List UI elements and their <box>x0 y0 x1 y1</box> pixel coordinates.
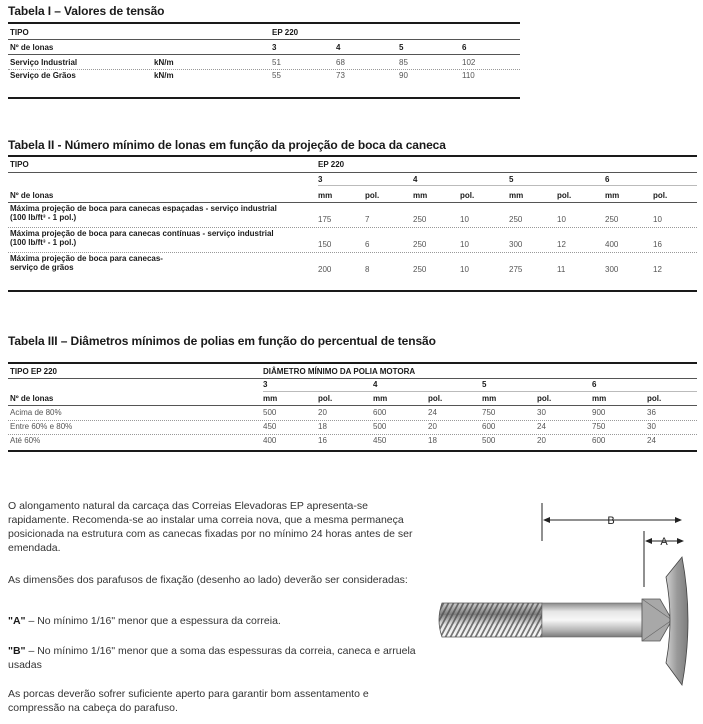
table2-cell: 250 <box>413 265 427 274</box>
table2-row-label: Máxima projeção de boca para canecas- <box>10 254 163 263</box>
table2-cell: 8 <box>365 265 370 274</box>
table2-cell: 175 <box>318 215 332 224</box>
table3-cell: 18 <box>428 436 437 445</box>
table1-cell: 102 <box>462 58 476 67</box>
table1-divider <box>8 39 520 40</box>
table3-cell: 16 <box>318 436 327 445</box>
table3-unit: mm <box>373 394 388 403</box>
table3-cell: 20 <box>537 436 546 445</box>
table2-ply-4: 4 <box>413 175 418 184</box>
table2-cell: 400 <box>605 240 619 249</box>
table3-cell: 500 <box>373 422 387 431</box>
table2-ply-6: 6 <box>605 175 610 184</box>
table3-cell: 24 <box>428 408 437 417</box>
table3-cell: 24 <box>647 436 656 445</box>
table3-row-separator <box>8 434 697 435</box>
paragraph-dimensoes: As dimensões dos parafusos de fixação (desenho ao lado) deverão ser consideradas: <box>8 574 408 586</box>
table2-row-label: (100 lb/ft³ - 1 pol.) <box>10 238 77 247</box>
table3-cell: 18 <box>318 422 327 431</box>
table3-cell: 500 <box>482 436 496 445</box>
table3-unit: pol. <box>647 394 662 403</box>
paragraph-porcas: As porcas deverão sofrer suficiente aperto para garantir bom assentamento e compressão na cabeça do parafuso. <box>8 688 369 714</box>
table2-cell: 10 <box>460 265 469 274</box>
table3-ply-6: 6 <box>592 380 597 389</box>
table2-row-label: Máxima projeção de boca para canecas contínuas - serviço industrial <box>10 229 274 238</box>
dimension-a-label: A <box>660 536 668 548</box>
table1-cell: 90 <box>399 71 408 80</box>
table3-cell: 600 <box>482 422 496 431</box>
table3-cell: 36 <box>647 408 656 417</box>
table3-cell: 750 <box>592 422 606 431</box>
table2-cell: 16 <box>653 240 662 249</box>
table1-cell: 73 <box>336 71 345 80</box>
table3-row-label: Entre 60% e 80% <box>10 422 73 431</box>
text-a: – No mínimo 1/16" menor que a espessura da correia. <box>25 615 281 627</box>
table2-ep-label: EP 220 <box>318 160 345 169</box>
table2-divider <box>8 172 697 173</box>
table2-cell: 10 <box>653 215 662 224</box>
table3-unit: pol. <box>318 394 333 403</box>
table2-unit: mm <box>413 191 428 200</box>
table3-cell: 600 <box>373 408 387 417</box>
table2-cell: 10 <box>460 215 469 224</box>
table3-divider <box>8 405 697 406</box>
table2-row-separator <box>8 252 697 253</box>
table2-unit: mm <box>318 191 333 200</box>
table1-cell: 55 <box>272 71 281 80</box>
table2-cell: 6 <box>365 240 370 249</box>
paragraph-a <box>8 614 420 628</box>
table2-cell: 250 <box>413 215 427 224</box>
table3-ply-3: 3 <box>263 380 268 389</box>
table3-divider <box>263 391 697 392</box>
table3-lonas-label: Nº de lonas <box>10 394 54 403</box>
table2-cell: 10 <box>557 215 566 224</box>
paragraph-b <box>8 644 420 672</box>
table3-cell: 20 <box>428 422 437 431</box>
table2-row-label: (100 lb/ft³ - 1 pol.) <box>10 213 77 222</box>
table3-unit: pol. <box>537 394 552 403</box>
table3-cell: 30 <box>537 408 546 417</box>
table2-ply-5: 5 <box>509 175 514 184</box>
table3-unit: mm <box>592 394 607 403</box>
table1-row-label: Serviço Industrial <box>10 58 78 67</box>
table3-row-separator <box>8 420 697 421</box>
table3-unit: mm <box>482 394 497 403</box>
paragraph-alongamento: O alongamento natural da carcaça das Correias Elevadoras EP apresenta-se rapidamente. Recomenda-se ao instalar uma correia nova, que a mesma permaneça posicionada na estrutura com as canecas fixadas por no mínimo 24 horas antes de ser emendada. <box>8 500 413 554</box>
table2-unit: pol. <box>653 191 668 200</box>
table1-ply-6: 6 <box>462 43 467 52</box>
table2-cell: 275 <box>509 265 523 274</box>
table1-ply-3: 3 <box>272 43 277 52</box>
table3-cell: 400 <box>263 436 277 445</box>
table2-cell: 12 <box>653 265 662 274</box>
dimension-b-label: B <box>607 515 615 527</box>
table2-cell: 300 <box>605 265 619 274</box>
table2-row-label: serviço de grãos <box>10 263 74 272</box>
table1-bottom-rule <box>8 97 520 99</box>
table1-title: Tabela I – Valores de tensão <box>8 4 165 18</box>
bolt-drawing <box>420 495 703 724</box>
table1-divider <box>8 54 520 55</box>
table3-title: Tabela III – Diâmetros mínimos de polias em função do percentual de tensão <box>8 334 436 348</box>
bolt-diagram <box>420 495 703 724</box>
table1-ply-4: 4 <box>336 43 341 52</box>
text-b: – No mínimo 1/16" menor que a soma das espessuras da correia, caneca e arruela usadas <box>8 645 416 671</box>
table2-cell: 150 <box>318 240 332 249</box>
table2-divider <box>8 202 697 203</box>
table2-ply-3: 3 <box>318 175 323 184</box>
table2-unit: pol. <box>460 191 475 200</box>
table3-cell: 20 <box>318 408 327 417</box>
table3-tipo-label: TIPO EP 220 <box>10 367 57 376</box>
table3-row-label: Acima de 80% <box>10 408 62 417</box>
table1-cell: 68 <box>336 58 345 67</box>
table3-cell: 500 <box>263 408 277 417</box>
table2-cell: 200 <box>318 265 332 274</box>
table3-bottom-rule <box>8 450 697 452</box>
label-b: "B" <box>8 645 26 657</box>
table2-cell: 7 <box>365 215 370 224</box>
table3-ply-4: 4 <box>373 380 378 389</box>
table3-divider <box>8 378 697 379</box>
table2 <box>8 157 697 292</box>
table3-cell: 30 <box>647 422 656 431</box>
table1-row-unit: kN/m <box>154 71 174 80</box>
table3-cell: 24 <box>537 422 546 431</box>
table1-row-unit: kN/m <box>154 58 174 67</box>
table3-cell: 900 <box>592 408 606 417</box>
table2-row-label: Máxima projeção de boca para canecas espaçadas - serviço industrial <box>10 204 277 213</box>
table2-lonas-label: Nº de lonas <box>10 191 54 200</box>
table2-cell: 12 <box>557 240 566 249</box>
table2-cell: 250 <box>413 240 427 249</box>
table1-cell: 51 <box>272 58 281 67</box>
table2-cell: 10 <box>460 240 469 249</box>
table3-cell: 750 <box>482 408 496 417</box>
table1-ply-5: 5 <box>399 43 404 52</box>
table1-lonas-label: Nº de lonas <box>10 43 54 52</box>
table1-row-label: Serviço de Grãos <box>10 71 76 80</box>
table1-tipo-label: TIPO <box>10 28 29 37</box>
label-a: "A" <box>8 615 26 627</box>
table2-unit: mm <box>605 191 620 200</box>
table2-cell: 250 <box>509 215 523 224</box>
table2-unit: pol. <box>365 191 380 200</box>
table3-row-label: Até 60% <box>10 436 41 445</box>
table3-ply-5: 5 <box>482 380 487 389</box>
table2-row-separator <box>8 227 697 228</box>
table2-tipo-label: TIPO <box>10 160 29 169</box>
table3-unit: pol. <box>428 394 443 403</box>
table1-ep-label: EP 220 <box>272 28 299 37</box>
table3-cell: 600 <box>592 436 606 445</box>
table1-cell: 110 <box>462 71 475 80</box>
table3-diam-label: DIÂMETRO MÍNIMO DA POLIA MOTORA <box>263 367 416 376</box>
table3 <box>8 364 697 454</box>
table2-cell: 11 <box>557 265 566 274</box>
table2-cell: 300 <box>509 240 523 249</box>
table3-cell: 450 <box>373 436 387 445</box>
table2-cell: 250 <box>605 215 619 224</box>
table3-unit: mm <box>263 394 278 403</box>
table2-bottom-rule <box>8 290 697 292</box>
table1 <box>8 24 520 100</box>
table2-unit: mm <box>509 191 524 200</box>
table2-title: Tabela II - Número mínimo de lonas em função da projeção de boca da caneca <box>8 138 446 152</box>
table3-cell: 450 <box>263 422 277 431</box>
table2-divider <box>318 185 697 186</box>
table2-unit: pol. <box>557 191 572 200</box>
table1-row-separator <box>8 69 520 70</box>
table1-cell: 85 <box>399 58 408 67</box>
